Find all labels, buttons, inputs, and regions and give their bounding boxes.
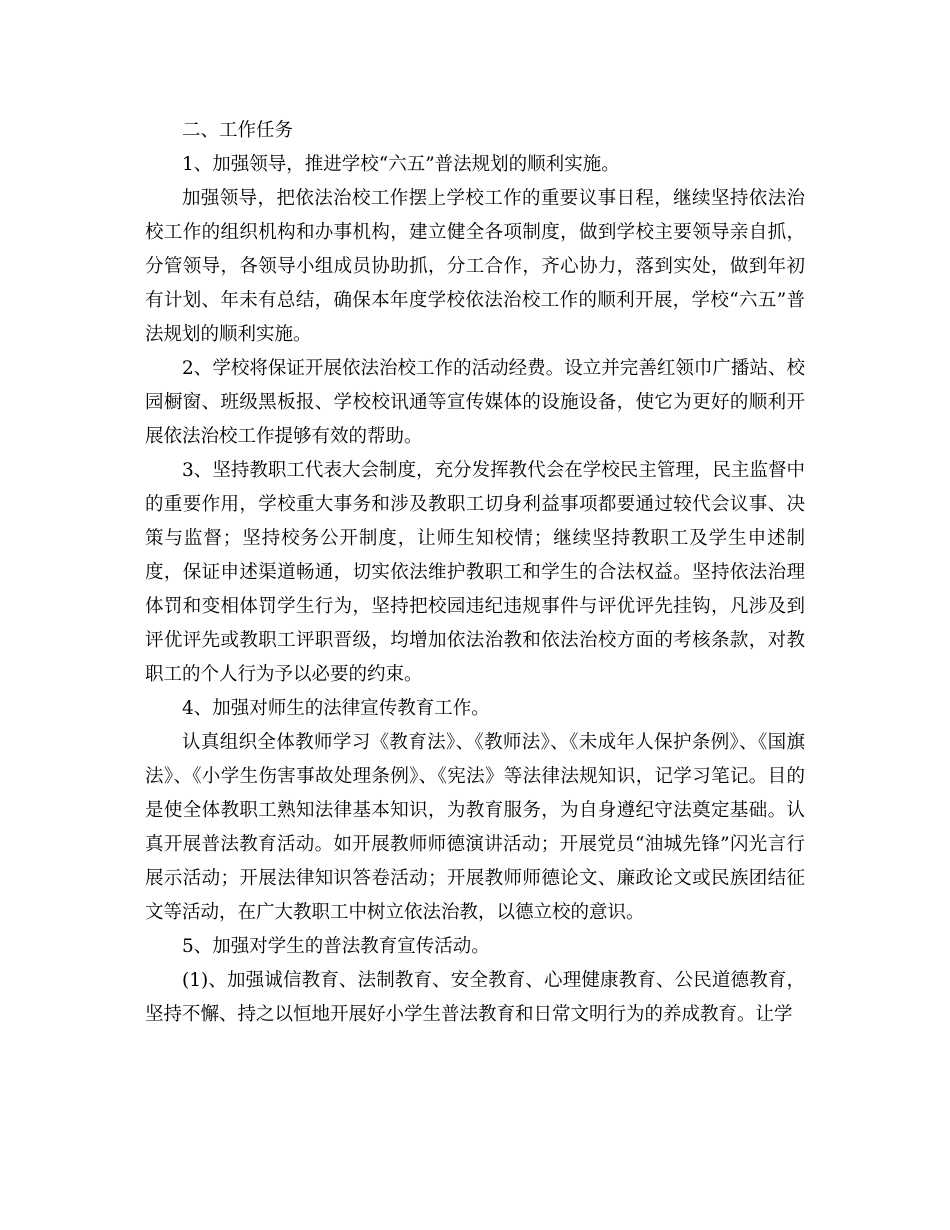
paragraph-legal-study: 认真组织全体教师学习《教育法》、《教师法》、《未成年人保护条例》、《国旗法》、《小学生伤害事故处理条例》、《宪法》等法律法规知识，记学习笔记。目的是使全体教职工熟知法律基本知识，为教育服务，为自身遵纪守法奠定基础。认真开展普法教育活动。如开展教师师德演讲活动；开展党员“油城先锋”闪光言行展示活动；开展法律知识答卷活动；开展教师师德论文、廉政论文或民族团结征文等活动，在广大教职工中树立依法治教，以德立校的意识。: [145, 732, 805, 923]
task-heading-5: 5、加强对学生的普法教育宣传活动。: [182, 936, 490, 957]
paragraph-leadership: 加强领导，把依法治校工作摆上学校工作的重要议事日程，继续坚持依法治校工作的组织机构和办事机构，建立健全各项制度，做到学校主要领导亲自抓，分管领导，各领导小组成员协助抓，分工合作，齐心协力，落到实处，做到年初有计划、年未有总结，确保本年度学校依法治校工作的顺利开展，学校“六五”普法规划的顺利实施。: [145, 188, 805, 345]
section-heading: 二、工作任务: [182, 120, 294, 141]
task-funding: 2、学校将保证开展依法治校工作的活动经费。设立并完善红领巾广播站、校园橱窗、班级黑板报、学校校讯通等宣传媒体的设施设备，使它为更好的顺利开展依法治校工作提够有效的帮助。: [145, 358, 805, 447]
task-heading-4: 4、加强对师生的法律宣传教育工作。: [182, 698, 490, 719]
paragraph-student-education: (1)、加强诚信教育、法制教育、安全教育、心理健康教育、公民道德教育，坚持不懈、持之以恒地开展好小学生普法教育和日常文明行为的养成教育。让学: [145, 970, 805, 1025]
task-staff-congress: 3、坚持教职工代表大会制度，充分发挥教代会在学校民主管理，民主监督中的重要作用，学校重大事务和涉及教职工切身利益事项都要通过较代会议事、决策与监督；坚持校务公开制度，让师生知校情；继续坚持教职工及学生申述制度，保证申述渠道畅通，切实依法维护教职工和学生的合法权益。坚持依法治理体罚和变相体罚学生行为，坚持把校园违纪违规事件与评优评先挂钩，凡涉及到评优评先或教职工评职晋级，均增加依法治教和依法治校方面的考核条款，对教职工的个人行为予以必要的约束。: [145, 460, 805, 685]
document-body: [145, 114, 805, 1032]
task-heading-1: 1、加强领导，推进学校“六五”普法规划的顺利实施。: [182, 154, 620, 175]
